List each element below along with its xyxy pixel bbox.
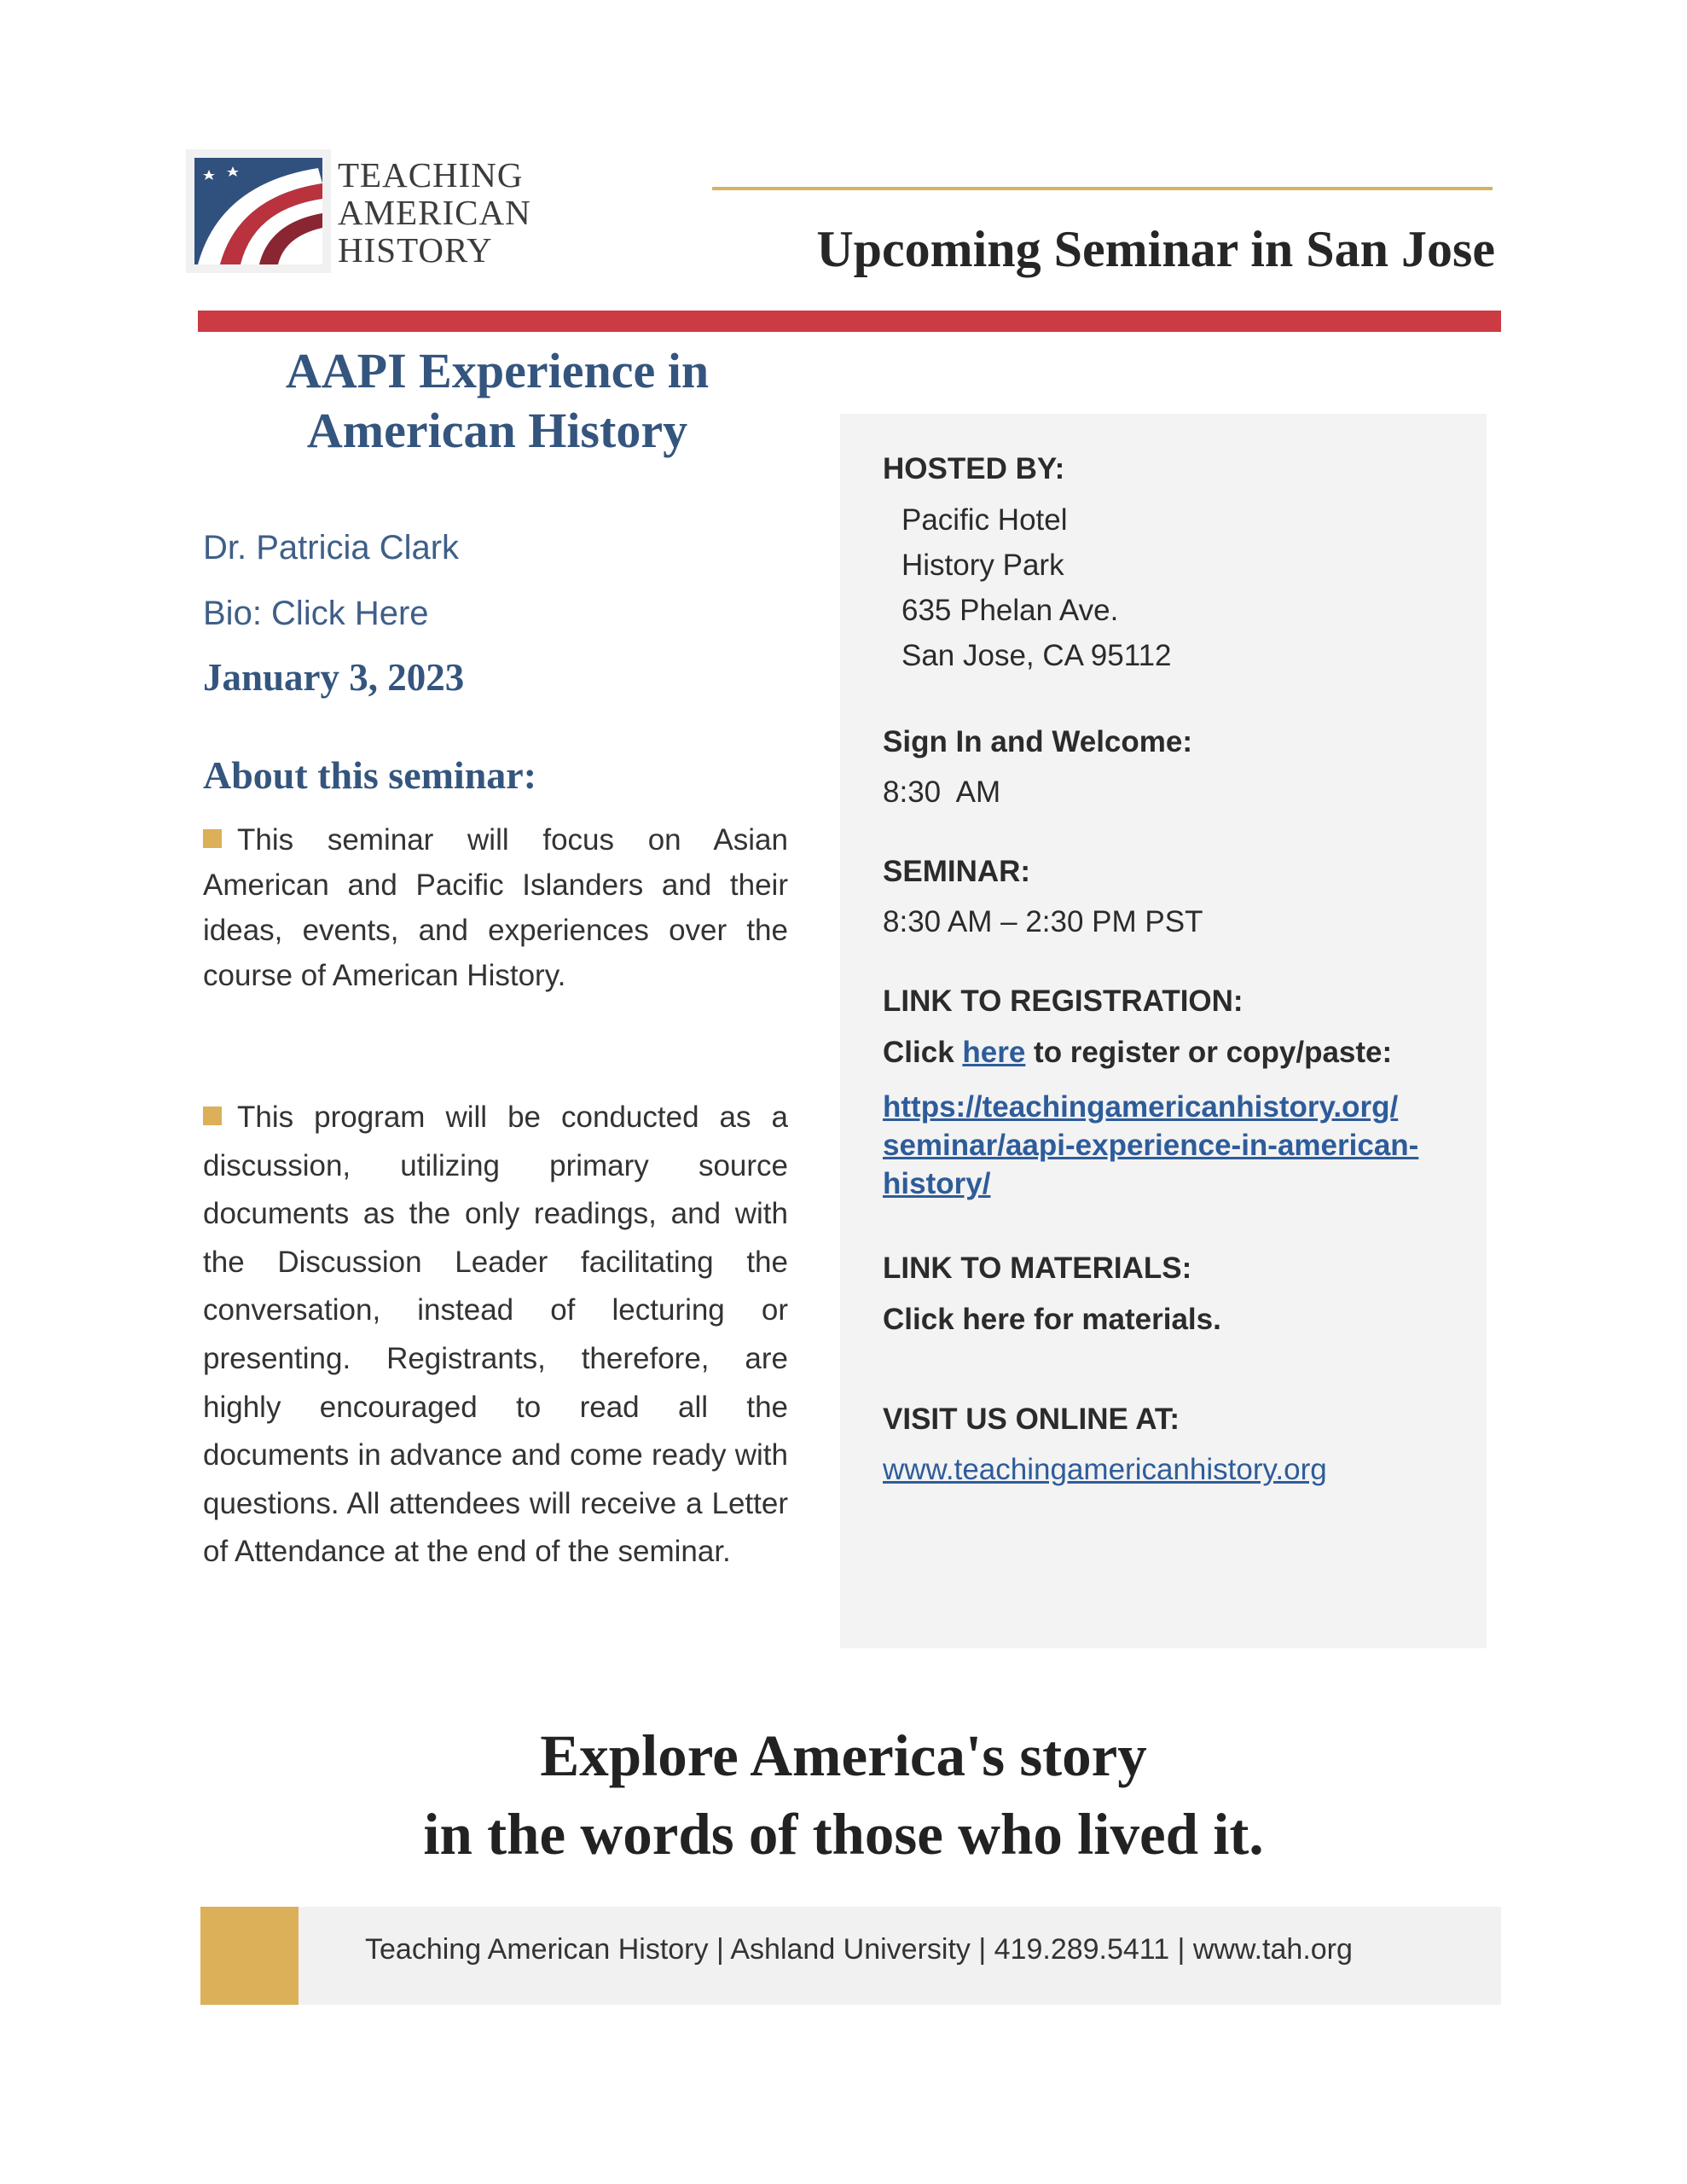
tagline-line-2: in the words of those who lived it. [423, 1802, 1264, 1867]
bio-link[interactable]: Bio: Click Here [203, 595, 429, 632]
registration-pre-text: Click [883, 1036, 963, 1069]
event-title-line-2: American History [306, 403, 688, 458]
seminar-time: 8:30 AM – 2:30 PM PST [883, 905, 1203, 938]
header-gold-rule [712, 187, 1493, 190]
host-address [901, 497, 1172, 678]
footer-contact: Teaching American History | Ashland University | 419.289.5411 | www.tah.org [365, 1933, 1353, 1966]
visit-label: VISIT US ONLINE AT: [883, 1403, 1180, 1436]
signin-label: Sign In and Welcome: [883, 725, 1193, 758]
host-line-1: Pacific Hotel [901, 503, 1068, 537]
registration-post-text: to register or copy/paste: [1025, 1036, 1393, 1069]
host-line-4: San Jose, CA 95112 [901, 639, 1172, 672]
registration-url-link[interactable] [883, 1088, 1418, 1203]
materials-label: LINK TO MATERIALS: [883, 1252, 1192, 1285]
event-title [186, 341, 809, 461]
host-line-3: 635 Phelan Ave. [901, 594, 1119, 627]
hosted-by-label: HOSTED BY: [883, 452, 1065, 485]
gold-bullet-icon [203, 829, 222, 848]
about-paragraph-1 [203, 817, 788, 998]
event-date: January 3, 2023 [203, 656, 465, 699]
registration-instruction [883, 1036, 1392, 1070]
registration-url-line-3[interactable]: history/ [883, 1167, 991, 1200]
signin-time: 8:30 AM [883, 775, 1001, 809]
registration-here-link[interactable]: here [962, 1036, 1026, 1069]
about-paragraph-1-text: This seminar will focus on Asian American and Pacific Islanders and their ideas, events, and experiences over the course of American History. [203, 823, 788, 992]
tagline-line-1: Explore America's story [540, 1723, 1147, 1788]
speaker-name: Dr. Patricia Clark [203, 529, 460, 566]
event-info-panel [840, 414, 1487, 1648]
flag-logo-icon [186, 149, 331, 273]
gold-bullet-icon [203, 1107, 222, 1125]
materials-link[interactable]: Click here for materials. [883, 1303, 1221, 1336]
event-title-line-1: AAPI Experience in [285, 343, 710, 398]
header-red-divider [198, 311, 1501, 332]
website-link[interactable]: www.teachingamericanhistory.org [883, 1453, 1327, 1486]
about-heading: About this seminar: [203, 753, 537, 797]
logo-line-2: AMERICAN [338, 193, 531, 232]
tah-logo [186, 149, 544, 277]
registration-label: LINK TO REGISTRATION: [883, 985, 1244, 1018]
footer-gold-block [200, 1907, 299, 2005]
page-title: Upcoming Seminar in San Jose [816, 221, 1495, 277]
registration-url-line-2[interactable]: seminar/aapi-experience-in-american- [883, 1129, 1419, 1162]
about-paragraph-2 [203, 1094, 788, 1577]
logo-line-1: TEACHING [338, 155, 524, 195]
seminar-label: SEMINAR: [883, 855, 1031, 888]
logo-wordmark [338, 156, 531, 269]
registration-url-line-1[interactable]: https://teachingamericanhistory.org/ [883, 1090, 1399, 1124]
about-paragraph-2-text: This program will be conducted as a discussion, utilizing primary source documents as the only readings, and with the Discussion Leader facilitating the conversation, instead of lecturing or presenting. Registrants, therefore, are highly encouraged to read all the documents in advance and come ready with questions. All attendees will receive a Letter of Attendance at the end of the seminar. [203, 1101, 788, 1569]
host-line-2: History Park [901, 549, 1064, 582]
tagline [0, 1716, 1687, 1873]
logo-line-3: HISTORY [338, 230, 493, 270]
